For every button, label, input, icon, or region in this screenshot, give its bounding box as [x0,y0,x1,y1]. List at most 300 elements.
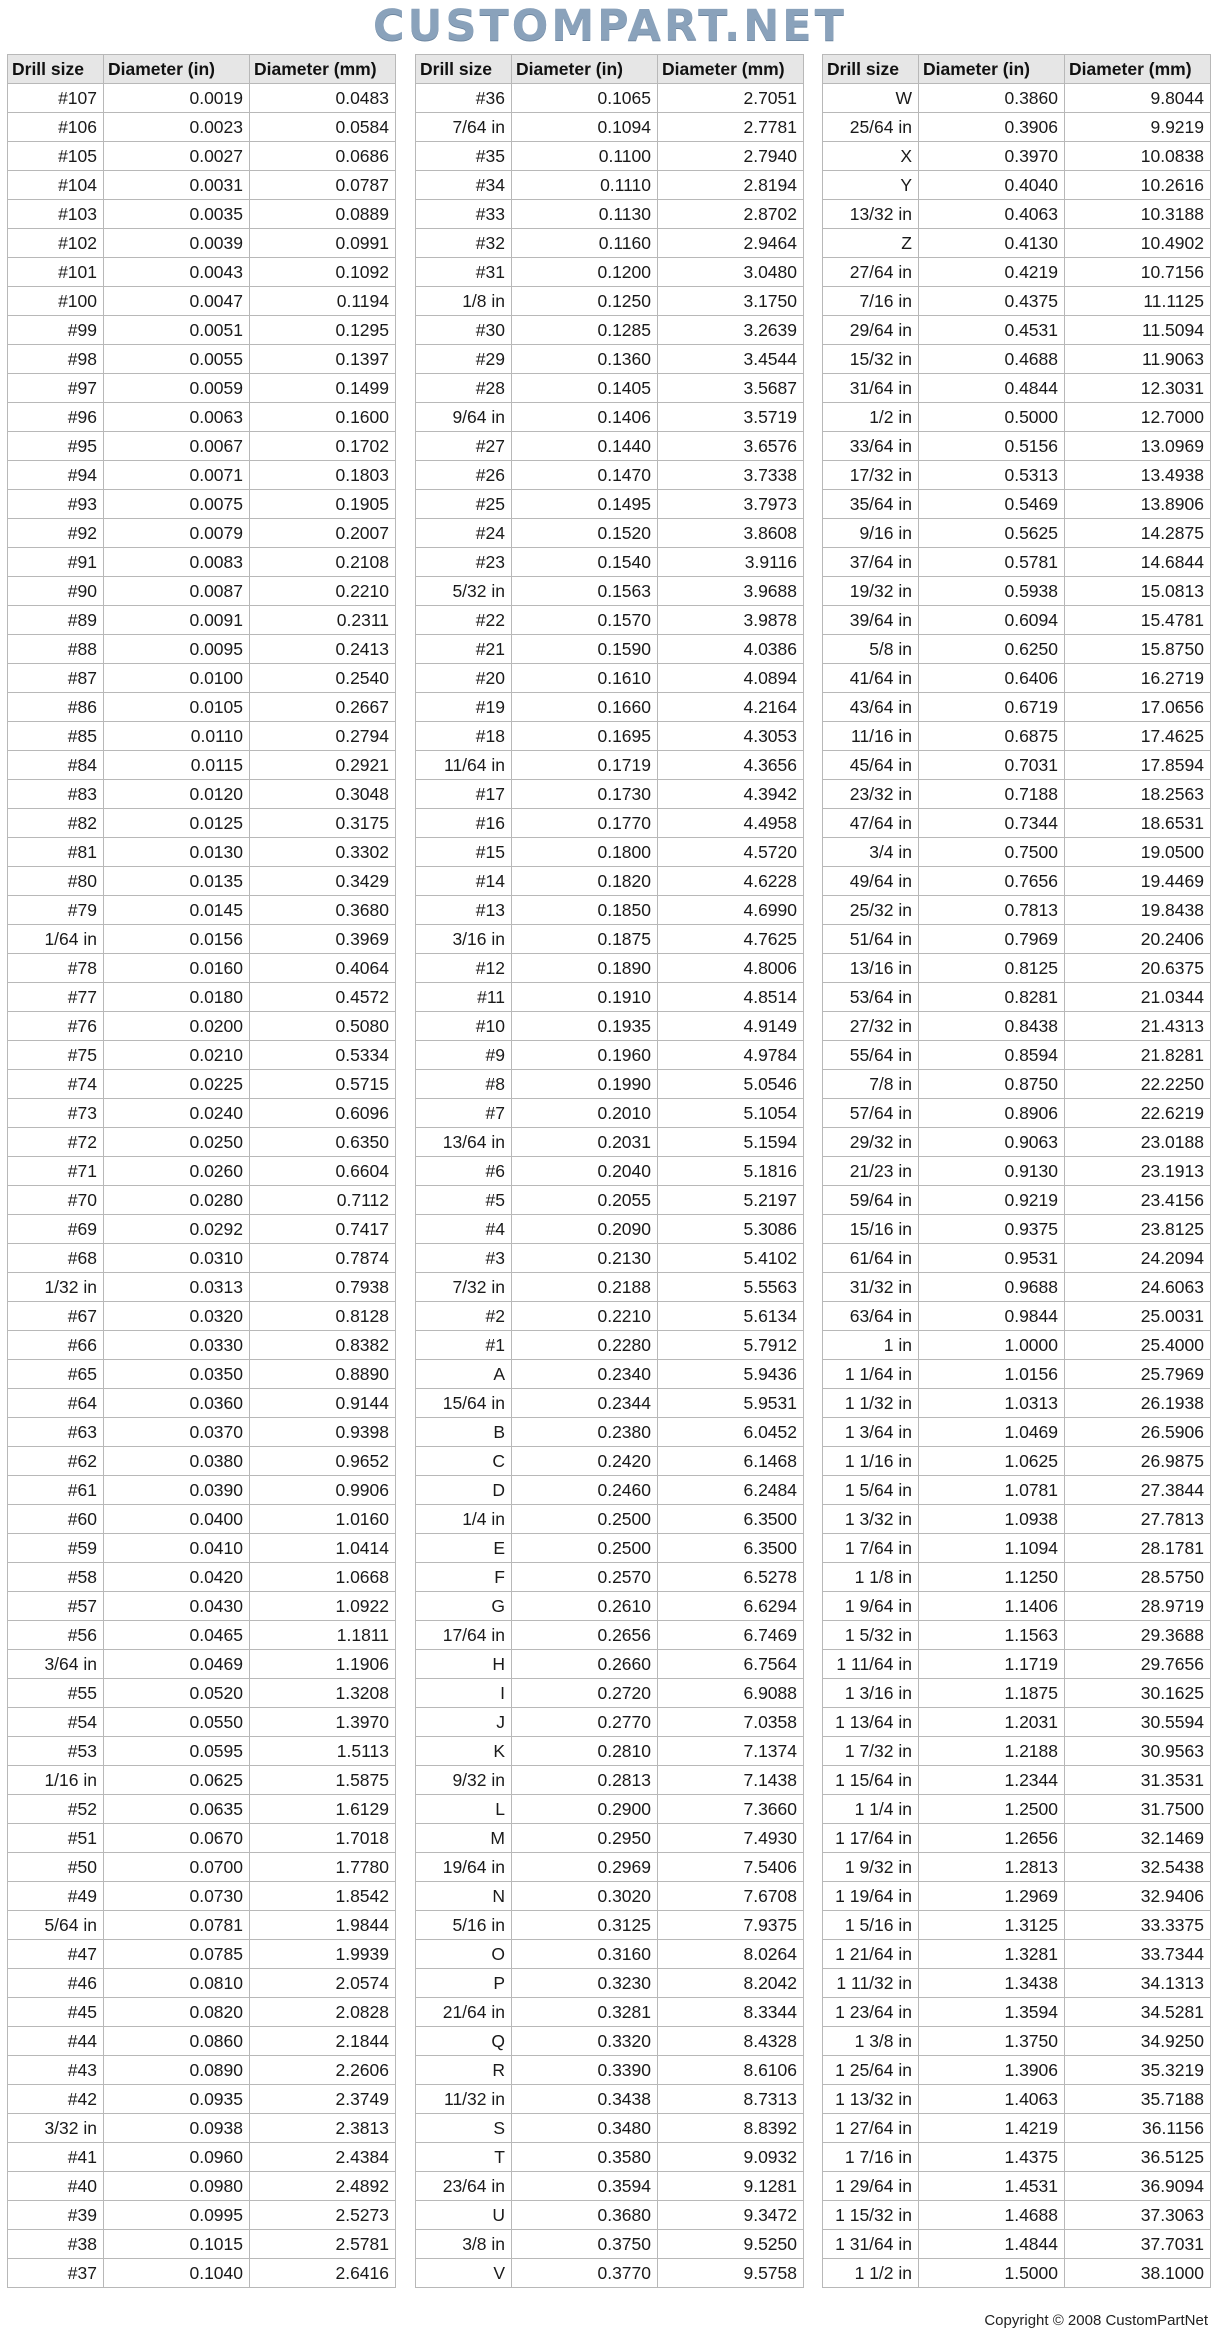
diameter-mm-cell: 0.6096 [250,1099,396,1128]
diameter-in-cell: 0.2280 [512,1331,658,1360]
diameter-mm-cell: 1.8542 [250,1882,396,1911]
table-row [8,809,396,838]
drill-size-cell: #84 [8,751,104,780]
table-row [823,925,1211,954]
table-row [823,374,1211,403]
diameter-mm-cell: 25.7969 [1065,1360,1211,1389]
drill-size-cell: 3/16 in [416,925,512,954]
diameter-mm-cell: 0.4572 [250,983,396,1012]
drill-size-cell: #4 [416,1215,512,1244]
table-row [823,258,1211,287]
diameter-mm-cell: 12.3031 [1065,374,1211,403]
drill-size-cell: #28 [416,374,512,403]
diameter-mm-cell: 23.0188 [1065,1128,1211,1157]
drill-size-cell: #85 [8,722,104,751]
diameter-mm-cell: 6.9088 [658,1679,804,1708]
table-row [823,867,1211,896]
table-row [823,1505,1211,1534]
drill-size-cell: 11/64 in [416,751,512,780]
table-row [416,1360,804,1389]
diameter-in-cell: 1.0469 [919,1418,1065,1447]
diameter-in-cell: 1.4219 [919,2114,1065,2143]
drill-size-cell: #15 [416,838,512,867]
diameter-mm-cell: 3.2639 [658,316,804,345]
diameter-mm-cell: 0.2413 [250,635,396,664]
table-row [416,461,804,490]
diameter-in-cell: 1.2188 [919,1737,1065,1766]
diameter-mm-cell: 11.9063 [1065,345,1211,374]
diameter-mm-cell: 6.6294 [658,1592,804,1621]
drill-size-cell: 35/64 in [823,490,919,519]
drill-size-cell: 59/64 in [823,1186,919,1215]
drill-size-cell: #63 [8,1418,104,1447]
diameter-mm-cell: 0.3680 [250,896,396,925]
diameter-in-cell: 1.2656 [919,1824,1065,1853]
diameter-mm-cell: 3.9116 [658,548,804,577]
drill-size-cell: 39/64 in [823,606,919,635]
diameter-mm-cell: 37.3063 [1065,2201,1211,2230]
diameter-in-cell: 0.0785 [104,1940,250,1969]
table-row [416,171,804,200]
table-row [823,1418,1211,1447]
diameter-in-cell: 0.0156 [104,925,250,954]
drill-size-cell: #31 [416,258,512,287]
diameter-mm-cell: 28.5750 [1065,1563,1211,1592]
diameter-in-cell: 0.8906 [919,1099,1065,1128]
table-row [416,113,804,142]
diameter-mm-cell: 3.0480 [658,258,804,287]
diameter-in-cell: 0.1200 [512,258,658,287]
drill-size-cell: 7/16 in [823,287,919,316]
table-row [416,1070,804,1099]
diameter-in-cell: 1.0938 [919,1505,1065,1534]
diameter-mm-cell: 19.4469 [1065,867,1211,896]
diameter-mm-cell: 30.1625 [1065,1679,1211,1708]
diameter-mm-cell: 2.3813 [250,2114,396,2143]
diameter-mm-cell: 2.4384 [250,2143,396,2172]
drill-size-cell: #16 [416,809,512,838]
diameter-in-cell: 0.1890 [512,954,658,983]
diameter-in-cell: 0.0059 [104,374,250,403]
drill-size-cell: #103 [8,200,104,229]
table-row [823,142,1211,171]
table-row [416,1911,804,1940]
table-row [823,84,1211,113]
table-row [8,374,396,403]
diameter-in-cell: 0.3438 [512,2085,658,2114]
table-row [823,519,1211,548]
diameter-mm-cell: 0.1803 [250,461,396,490]
diameter-in-cell: 0.3125 [512,1911,658,1940]
table-row [416,2085,804,2114]
table-row [416,84,804,113]
diameter-in-cell: 0.0980 [104,2172,250,2201]
diameter-in-cell: 1.2813 [919,1853,1065,1882]
diameter-mm-cell: 29.7656 [1065,1650,1211,1679]
table-row [416,1476,804,1505]
diameter-in-cell: 0.6250 [919,635,1065,664]
table-row [8,1766,396,1795]
diameter-in-cell: 0.1015 [104,2230,250,2259]
diameter-in-cell: 0.1406 [512,403,658,432]
table-row [416,809,804,838]
diameter-mm-cell: 4.9784 [658,1041,804,1070]
diameter-in-cell: 0.3750 [512,2230,658,2259]
drill-size-cell: X [823,142,919,171]
diameter-in-cell: 0.0115 [104,751,250,780]
diameter-mm-cell: 0.7874 [250,1244,396,1273]
diameter-mm-cell: 5.1816 [658,1157,804,1186]
diameter-mm-cell: 3.8608 [658,519,804,548]
diameter-mm-cell: 0.1905 [250,490,396,519]
drill-size-cell: 7/8 in [823,1070,919,1099]
diameter-in-cell: 1.1563 [919,1621,1065,1650]
diameter-mm-cell: 5.5563 [658,1273,804,1302]
diameter-mm-cell: 18.6531 [1065,809,1211,838]
diameter-in-cell: 0.4844 [919,374,1065,403]
drill-size-cell: #46 [8,1969,104,1998]
drill-size-tables [7,54,1215,2297]
diameter-mm-cell: 32.5438 [1065,1853,1211,1882]
drill-size-cell: 27/64 in [823,258,919,287]
diameter-in-cell: 0.1440 [512,432,658,461]
drill-size-cell: 55/64 in [823,1041,919,1070]
table-row [416,432,804,461]
table-row [823,1012,1211,1041]
drill-size-cell: 13/16 in [823,954,919,983]
diameter-mm-cell: 0.1194 [250,287,396,316]
table-row [823,113,1211,142]
diameter-mm-cell: 3.6576 [658,432,804,461]
table-row [823,722,1211,751]
table-row [416,258,804,287]
diameter-in-cell: 0.2900 [512,1795,658,1824]
table-row [823,1708,1211,1737]
drill-size-cell: #95 [8,432,104,461]
diameter-in-cell: 0.0390 [104,1476,250,1505]
drill-size-cell: #104 [8,171,104,200]
table-row [416,838,804,867]
diameter-mm-cell: 10.7156 [1065,258,1211,287]
diameter-in-cell: 0.3480 [512,2114,658,2143]
drill-size-cell: 1/8 in [416,287,512,316]
diameter-in-cell: 0.0810 [104,1969,250,1998]
drill-size-cell: #18 [416,722,512,751]
drill-size-cell: #10 [416,1012,512,1041]
drill-size-cell: 37/64 in [823,548,919,577]
diameter-mm-cell: 26.9875 [1065,1447,1211,1476]
table-row [823,403,1211,432]
diameter-in-cell: 0.1470 [512,461,658,490]
diameter-mm-cell: 3.7973 [658,490,804,519]
diameter-in-cell: 1.1719 [919,1650,1065,1679]
table-row [416,925,804,954]
diameter-in-cell: 0.3320 [512,2027,658,2056]
diameter-in-cell: 0.2500 [512,1505,658,1534]
diameter-mm-cell: 17.8594 [1065,751,1211,780]
table-row [8,1650,396,1679]
diameter-mm-cell: 2.5781 [250,2230,396,2259]
diameter-in-cell: 0.0095 [104,635,250,664]
header-diameter-in: Diameter (in) [919,55,1065,84]
diameter-in-cell: 0.0938 [104,2114,250,2143]
drill-size-cell: #11 [416,983,512,1012]
table-row [416,577,804,606]
drill-size-cell: #6 [416,1157,512,1186]
diameter-in-cell: 0.1100 [512,142,658,171]
table-row [823,1679,1211,1708]
diameter-in-cell: 0.5781 [919,548,1065,577]
diameter-mm-cell: 2.2606 [250,2056,396,2085]
diameter-mm-cell: 2.7051 [658,84,804,113]
table-row [8,2172,396,2201]
diameter-in-cell: 1.2031 [919,1708,1065,1737]
diameter-in-cell: 0.0781 [104,1911,250,1940]
diameter-mm-cell: 23.8125 [1065,1215,1211,1244]
diameter-in-cell: 0.7500 [919,838,1065,867]
drill-size-cell: #87 [8,664,104,693]
drill-size-cell: 29/32 in [823,1128,919,1157]
drill-size-cell: 53/64 in [823,983,919,1012]
diameter-in-cell: 0.1719 [512,751,658,780]
drill-size-cell: #36 [416,84,512,113]
drill-size-cell: 1 17/64 in [823,1824,919,1853]
drill-size-cell: 13/32 in [823,200,919,229]
drill-size-cell: #98 [8,345,104,374]
diameter-in-cell: 0.8281 [919,983,1065,1012]
diameter-mm-cell: 4.4958 [658,809,804,838]
drill-size-cell: 1 27/64 in [823,2114,919,2143]
table-row [8,635,396,664]
diameter-mm-cell: 12.7000 [1065,403,1211,432]
diameter-mm-cell: 2.0574 [250,1969,396,1998]
table-row [823,490,1211,519]
diameter-mm-cell: 5.1594 [658,1128,804,1157]
diameter-in-cell: 0.0083 [104,548,250,577]
drill-size-cell: 31/64 in [823,374,919,403]
diameter-mm-cell: 6.0452 [658,1418,804,1447]
diameter-in-cell: 0.0125 [104,809,250,838]
drill-size-cell: P [416,1969,512,1998]
diameter-mm-cell: 4.3656 [658,751,804,780]
diameter-mm-cell: 18.2563 [1065,780,1211,809]
table-row [823,1737,1211,1766]
drill-size-cell: #26 [416,461,512,490]
diameter-in-cell: 0.7031 [919,751,1065,780]
table-row [416,345,804,374]
table-row [823,2114,1211,2143]
drill-size-cell: 1/4 in [416,1505,512,1534]
diameter-in-cell: 1.1094 [919,1534,1065,1563]
table-row [416,1737,804,1766]
table-row [416,1563,804,1592]
diameter-in-cell: 0.1875 [512,925,658,954]
table-row [416,896,804,925]
drill-size-cell: #64 [8,1389,104,1418]
diameter-in-cell: 0.1250 [512,287,658,316]
diameter-mm-cell: 28.9719 [1065,1592,1211,1621]
diameter-mm-cell: 35.3219 [1065,2056,1211,2085]
table-row [8,519,396,548]
drill-size-cell: #30 [416,316,512,345]
diameter-mm-cell: 0.9144 [250,1389,396,1418]
drill-size-cell: 19/32 in [823,577,919,606]
table-row [416,1592,804,1621]
diameter-mm-cell: 0.2667 [250,693,396,722]
diameter-in-cell: 0.5469 [919,490,1065,519]
drill-size-cell: #12 [416,954,512,983]
table-row [8,84,396,113]
table-row [823,1911,1211,1940]
table-row [823,2172,1211,2201]
drill-size-cell: #71 [8,1157,104,1186]
diameter-in-cell: 0.5938 [919,577,1065,606]
table-row [8,316,396,345]
drill-size-cell: 1 3/64 in [823,1418,919,1447]
diameter-mm-cell: 0.3048 [250,780,396,809]
diameter-mm-cell: 30.5594 [1065,1708,1211,1737]
diameter-mm-cell: 16.2719 [1065,664,1211,693]
header-row [8,55,396,84]
drill-size-cell: L [416,1795,512,1824]
diameter-in-cell: 0.0890 [104,2056,250,2085]
diameter-in-cell: 0.0043 [104,258,250,287]
drill-size-cell: W [823,84,919,113]
diameter-mm-cell: 6.2484 [658,1476,804,1505]
drill-size-cell: #72 [8,1128,104,1157]
diameter-mm-cell: 2.8194 [658,171,804,200]
table-row [416,1882,804,1911]
diameter-in-cell: 0.0820 [104,1998,250,2027]
diameter-mm-cell: 4.9149 [658,1012,804,1041]
diameter-mm-cell: 4.2164 [658,693,804,722]
drill-size-cell: #93 [8,490,104,519]
table-row [8,1070,396,1099]
table-row [8,1244,396,1273]
table-row [823,1302,1211,1331]
table-row [8,1998,396,2027]
diameter-mm-cell: 3.9878 [658,606,804,635]
table-row [416,2027,804,2056]
diameter-mm-cell: 1.6129 [250,1795,396,1824]
diameter-mm-cell: 0.3969 [250,925,396,954]
diameter-in-cell: 0.0051 [104,316,250,345]
diameter-in-cell: 0.0465 [104,1621,250,1650]
diameter-mm-cell: 30.9563 [1065,1737,1211,1766]
table-row [823,1331,1211,1360]
diameter-in-cell: 0.0420 [104,1563,250,1592]
drill-size-cell: #29 [416,345,512,374]
table-row [823,2201,1211,2230]
diameter-mm-cell: 17.4625 [1065,722,1211,751]
diameter-in-cell: 0.1520 [512,519,658,548]
diameter-in-cell: 0.2340 [512,1360,658,1389]
table-row [416,954,804,983]
table-row [823,2230,1211,2259]
diameter-mm-cell: 5.0546 [658,1070,804,1099]
diameter-in-cell: 1.0313 [919,1389,1065,1418]
drill-size-cell: 1/32 in [8,1273,104,1302]
diameter-in-cell: 0.2188 [512,1273,658,1302]
drill-size-cell: 3/4 in [823,838,919,867]
drill-size-cell: #100 [8,287,104,316]
table-row [8,1969,396,1998]
diameter-mm-cell: 0.7112 [250,1186,396,1215]
drill-size-cell: #22 [416,606,512,635]
diameter-mm-cell: 0.1499 [250,374,396,403]
diameter-mm-cell: 9.3472 [658,2201,804,2230]
table-row [823,896,1211,925]
diameter-mm-cell: 2.6416 [250,2259,396,2288]
diameter-in-cell: 0.1610 [512,664,658,693]
diameter-in-cell: 0.2660 [512,1650,658,1679]
diameter-in-cell: 0.0995 [104,2201,250,2230]
diameter-mm-cell: 15.4781 [1065,606,1211,635]
table-row [8,1882,396,1911]
drill-size-cell: 1 5/16 in [823,1911,919,1940]
diameter-mm-cell: 5.9531 [658,1389,804,1418]
table-row [823,954,1211,983]
diameter-mm-cell: 3.4544 [658,345,804,374]
table-row [8,258,396,287]
diameter-in-cell: 0.0330 [104,1331,250,1360]
diameter-mm-cell: 0.2108 [250,548,396,577]
diameter-mm-cell: 23.4156 [1065,1186,1211,1215]
drill-size-cell: #106 [8,113,104,142]
drill-size-cell: 17/64 in [416,1621,512,1650]
table-row [416,374,804,403]
diameter-mm-cell: 1.5875 [250,1766,396,1795]
table-row [416,1389,804,1418]
table-row [8,1157,396,1186]
diameter-mm-cell: 26.5906 [1065,1418,1211,1447]
diameter-in-cell: 0.3970 [919,142,1065,171]
table-row [823,229,1211,258]
drill-size-cell: #74 [8,1070,104,1099]
drill-size-cell: 9/32 in [416,1766,512,1795]
diameter-in-cell: 1.1250 [919,1563,1065,1592]
diameter-in-cell: 0.9688 [919,1273,1065,1302]
drill-size-cell: #88 [8,635,104,664]
drill-size-cell: O [416,1940,512,1969]
table-row [416,200,804,229]
table-row [8,1215,396,1244]
table-row [416,548,804,577]
diameter-mm-cell: 2.4892 [250,2172,396,2201]
drill-size-cell: R [416,2056,512,2085]
drill-size-cell: 5/8 in [823,635,919,664]
diameter-mm-cell: 26.1938 [1065,1389,1211,1418]
drill-size-cell: #47 [8,1940,104,1969]
diameter-in-cell: 0.5000 [919,403,1065,432]
table-row [8,722,396,751]
diameter-mm-cell: 11.1125 [1065,287,1211,316]
diameter-in-cell: 0.0135 [104,867,250,896]
drill-size-cell: 1 11/64 in [823,1650,919,1679]
diameter-mm-cell: 14.2875 [1065,519,1211,548]
diameter-mm-cell: 20.6375 [1065,954,1211,983]
drill-size-cell: 1/2 in [823,403,919,432]
diameter-mm-cell: 25.4000 [1065,1331,1211,1360]
table-row [823,2085,1211,2114]
table-row [416,1302,804,1331]
diameter-mm-cell: 2.5273 [250,2201,396,2230]
diameter-in-cell: 0.0380 [104,1447,250,1476]
diameter-in-cell: 0.2210 [512,1302,658,1331]
diameter-in-cell: 0.0350 [104,1360,250,1389]
diameter-mm-cell: 5.3086 [658,1215,804,1244]
diameter-in-cell: 0.0079 [104,519,250,548]
